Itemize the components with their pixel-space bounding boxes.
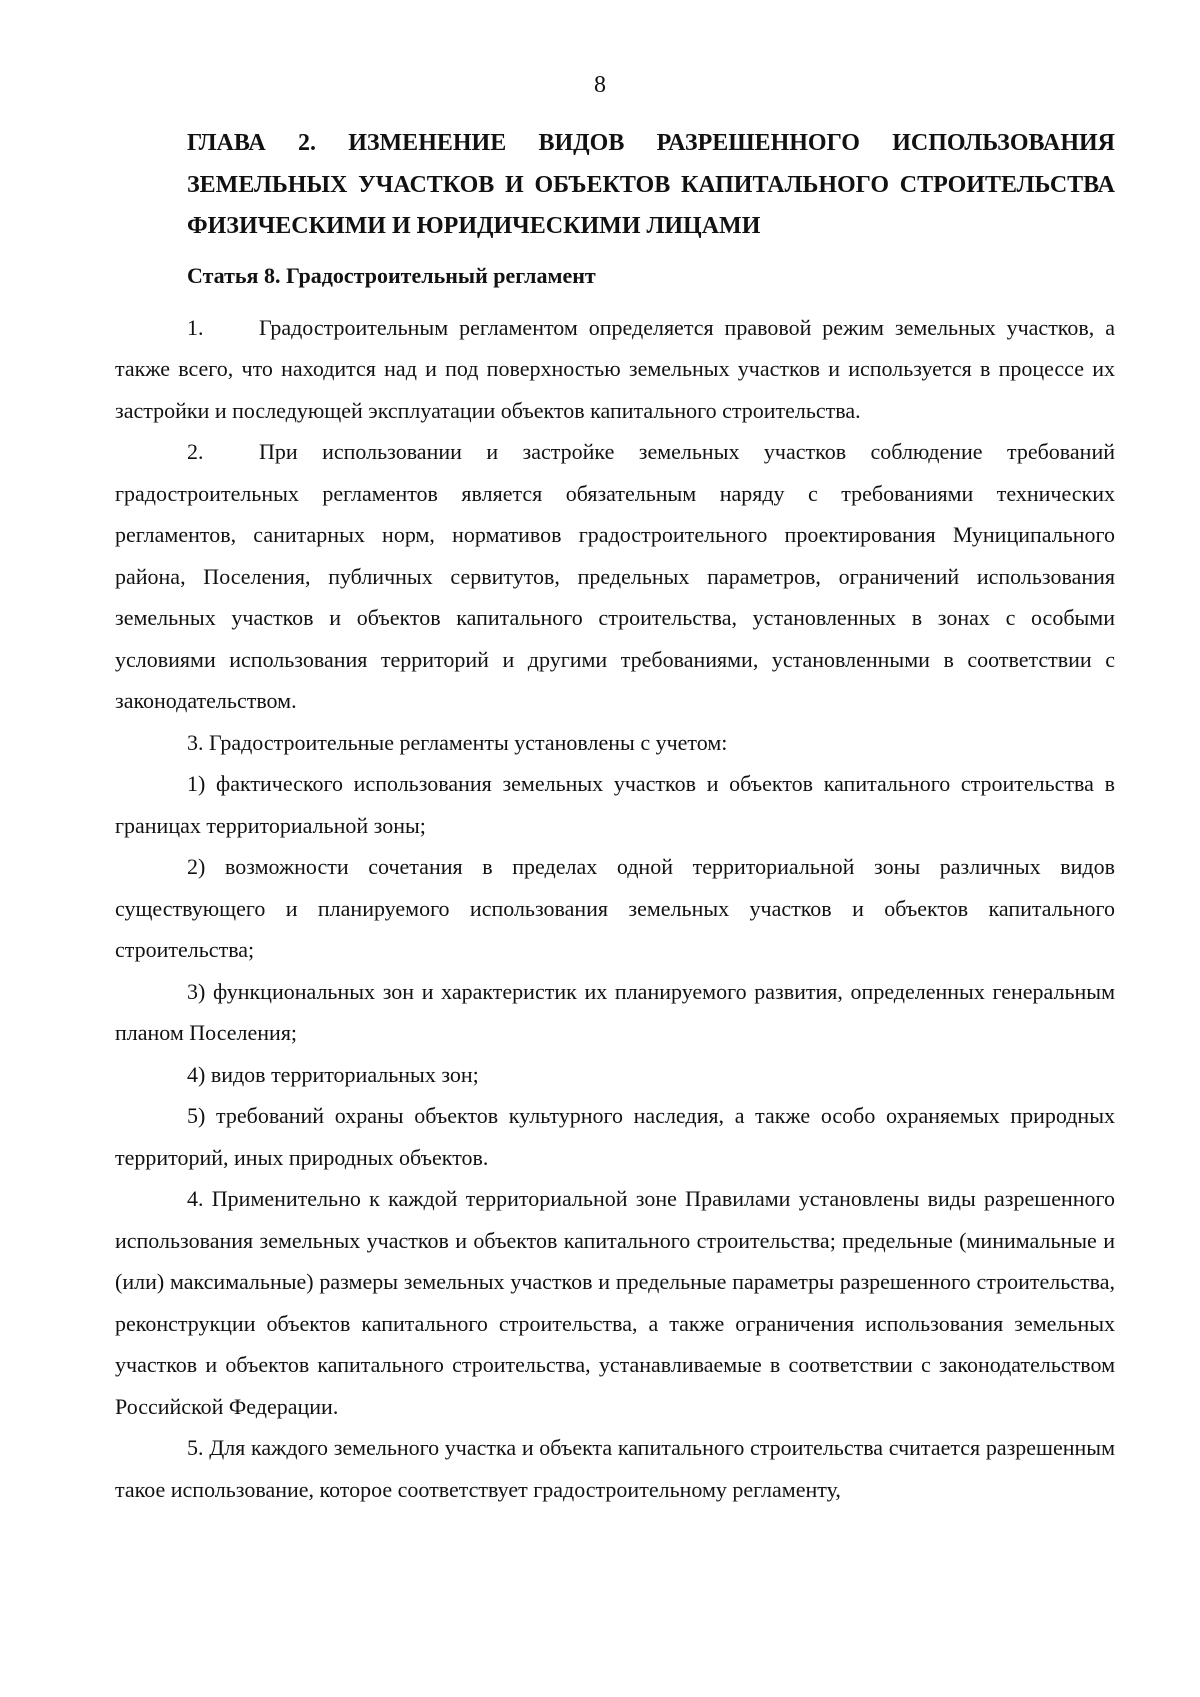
paragraph-3-item-4: 4) видов территориальных зон; [187, 1061, 479, 1087]
paragraph-1 [115, 307, 1115, 432]
article-title: Статья 8. Градостроительный регламент [187, 262, 596, 288]
paragraph-3-item-1: 1) фактического использования земельных участков и объектов капитального строительства в границах территориальной зоны; [115, 771, 1115, 838]
chapter-title: ГЛАВА 2. ИЗМЕНЕНИЕ ВИДОВ РАЗРЕШЕННОГО ИСПОЛЬЗОВАНИЯ ЗЕМЕЛЬНЫХ УЧАСТКОВ И ОБЪЕКТОВ КАПИТАЛЬНОГО СТРОИТЕЛЬСТВА ФИЗИЧЕСКИМИ И ЮРИДИЧЕСКИМИ ЛИЦАМИ [187, 130, 1115, 239]
paragraph-3-item-5: 5) требований охраны объектов культурного наследия, а также особо охраняемых природных территорий, иных природных объектов. [115, 1103, 1115, 1170]
paragraph-5: 5. Для каждого земельного участка и объекта капитального строительства считается разрешенным такое использование, которое соответствует градостроительному регламенту, [115, 1435, 1115, 1502]
paragraph-1-text: Градостроительным регламентом определяется правовой режим земельных участков, а также всего, что находится над и под поверхностью земельных участков и используется в процессе их застройки и последующей эксплуатации объектов капитального строительства. [115, 314, 1115, 423]
paragraph-3-item-3: 3) функциональных зон и характеристик их планируемого развития, определенных генеральным планом Поселения; [115, 978, 1115, 1045]
page-number: 8 [594, 72, 606, 98]
paragraph-3: 3. Градостроительные регламенты установлены с учетом: [187, 729, 728, 755]
paragraph-2-number: 2. [187, 439, 204, 464]
paragraph-4: 4. Применительно к каждой территориальной зоне Правилами установлены виды разрешенного использования земельных участков и объектов капитального строительства; предельные (минимальные и (или) максимальные) размеры земельных участков и предельные параметры разрешенного строительства, реконструкции объектов капитального строительства, а также ограничения использования земельных участков и объектов капитального строительства, устанавливаемые в соответствии с законодательством Российской Федерации. [115, 1186, 1115, 1419]
paragraph-1-number: 1. [187, 314, 204, 340]
paragraph-3-item-2: 2) возможности сочетания в пределах одной территориальной зоны различных видов существующего и планируемого использования земельных участков и объектов капитального строительства; [115, 854, 1115, 962]
paragraph-2-text: При использовании и застройке земельных участков соблюдение требований градостроительных регламентов является обязательным наряду с требованиями технических регламентов, санитарных норм, нормативов градостроительного проектирования Муниципального района, Поселения, публичных сервитутов, предельных параметров, ограничений использования земельных участков и объектов капитального строительства, установленных в зонах с особыми условиями использования территорий и другими требованиями, установленными в соответствии с законодательством. [115, 439, 1115, 713]
paragraph-2 [115, 431, 1115, 722]
page-content [115, 123, 1115, 1510]
